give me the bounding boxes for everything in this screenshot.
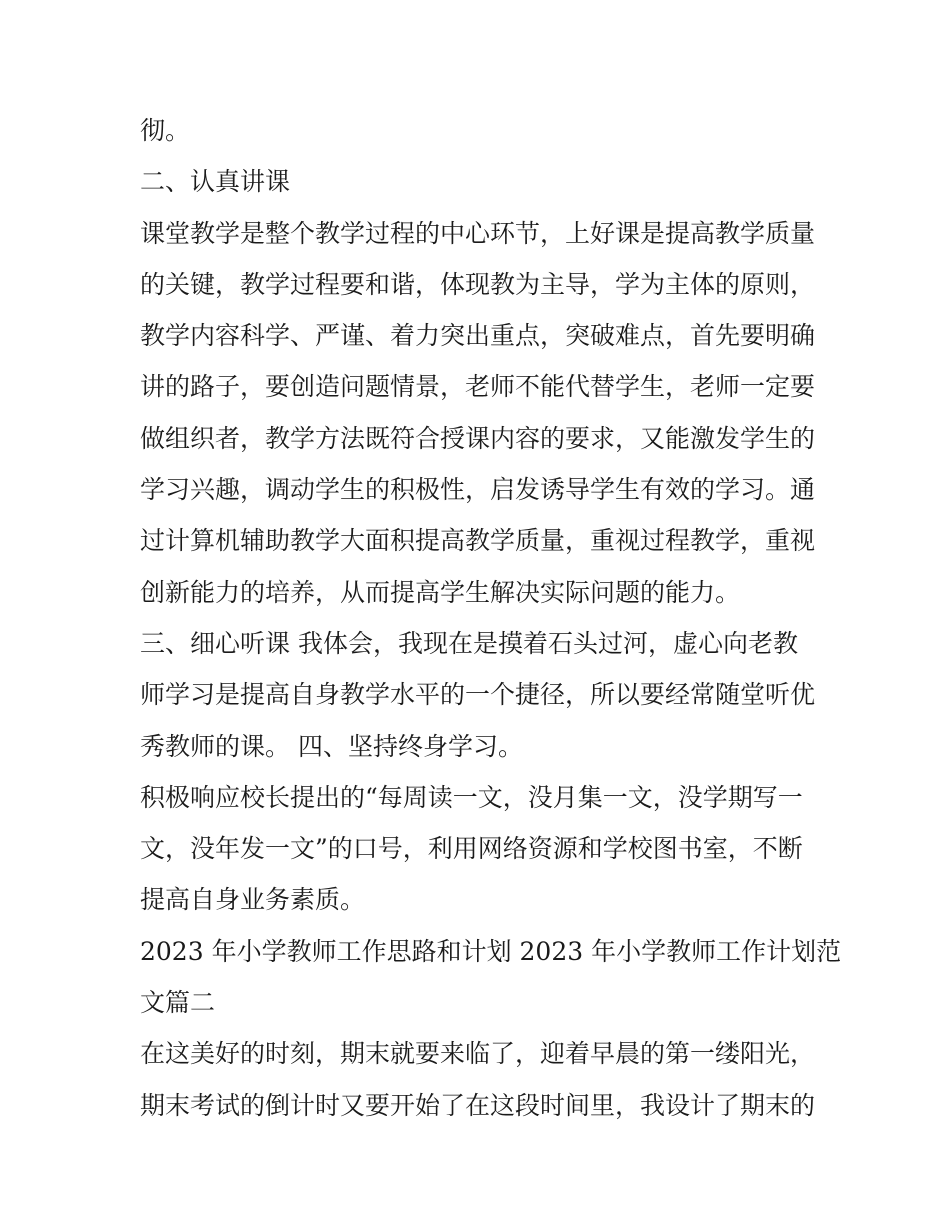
text-line: 教学内容科学、严谨、着力突出重点，突破难点，首先要明确 <box>140 321 816 351</box>
text-line: 讲的路子，要创造问题情景，老师不能代替学生，老师一定要 <box>140 372 816 402</box>
section-heading-2: 二、认真讲课 <box>140 167 291 197</box>
section-heading-3: 三、细心听课 我体会，我现在是摸着石头过河，虚心向老教 <box>140 628 798 658</box>
text-line: 的关键，教学过程要和谐，体现教为主导，学为主体的原则， <box>140 269 816 299</box>
article-title: 2023 年小学教师工作思路和计划 2023 年小学教师工作计划范 <box>140 936 842 966</box>
body-text <box>140 105 842 1131</box>
text-line: 积极响应校长提出的“每周读一文，没月集一文，没学期写一 <box>140 782 803 812</box>
text-line: 在这美好的时刻，期末就要来临了，迎着早晨的第一缕阳光， <box>140 1039 816 1069</box>
text-line: 课堂教学是整个教学过程的中心环节，上好课是提高教学质量 <box>140 218 816 248</box>
text-line: 提高自身业务素质。 <box>140 885 366 915</box>
text-line: 文，没年发一文”的口号，利用网络资源和学校图书室，不断 <box>140 834 803 864</box>
text-line: 学习兴趣，调动学生的积极性，启发诱导学生有效的学习。通 <box>140 475 816 505</box>
text-line: 创新能力的培养，从而提高学生解决实际问题的能力。 <box>140 577 741 607</box>
text-line: 做组织者，教学方法既符合授课内容的要求，又能激发学生的 <box>140 423 816 453</box>
article-title-cont: 文篇二 <box>140 988 216 1018</box>
text-line: 过计算机辅助教学大面积提高教学质量，重视过程教学，重视 <box>140 526 816 556</box>
text-line: 期末考试的倒计时又要开始了在这段时间里，我设计了期末的 <box>140 1090 816 1120</box>
text-line: 彻。 <box>140 116 191 145</box>
text-line: 师学习是提高自身教学水平的一个捷径，所以要经常随堂听优 <box>140 680 816 710</box>
text-line: 秀教师的课。 四、坚持终身学习。 <box>140 731 523 761</box>
